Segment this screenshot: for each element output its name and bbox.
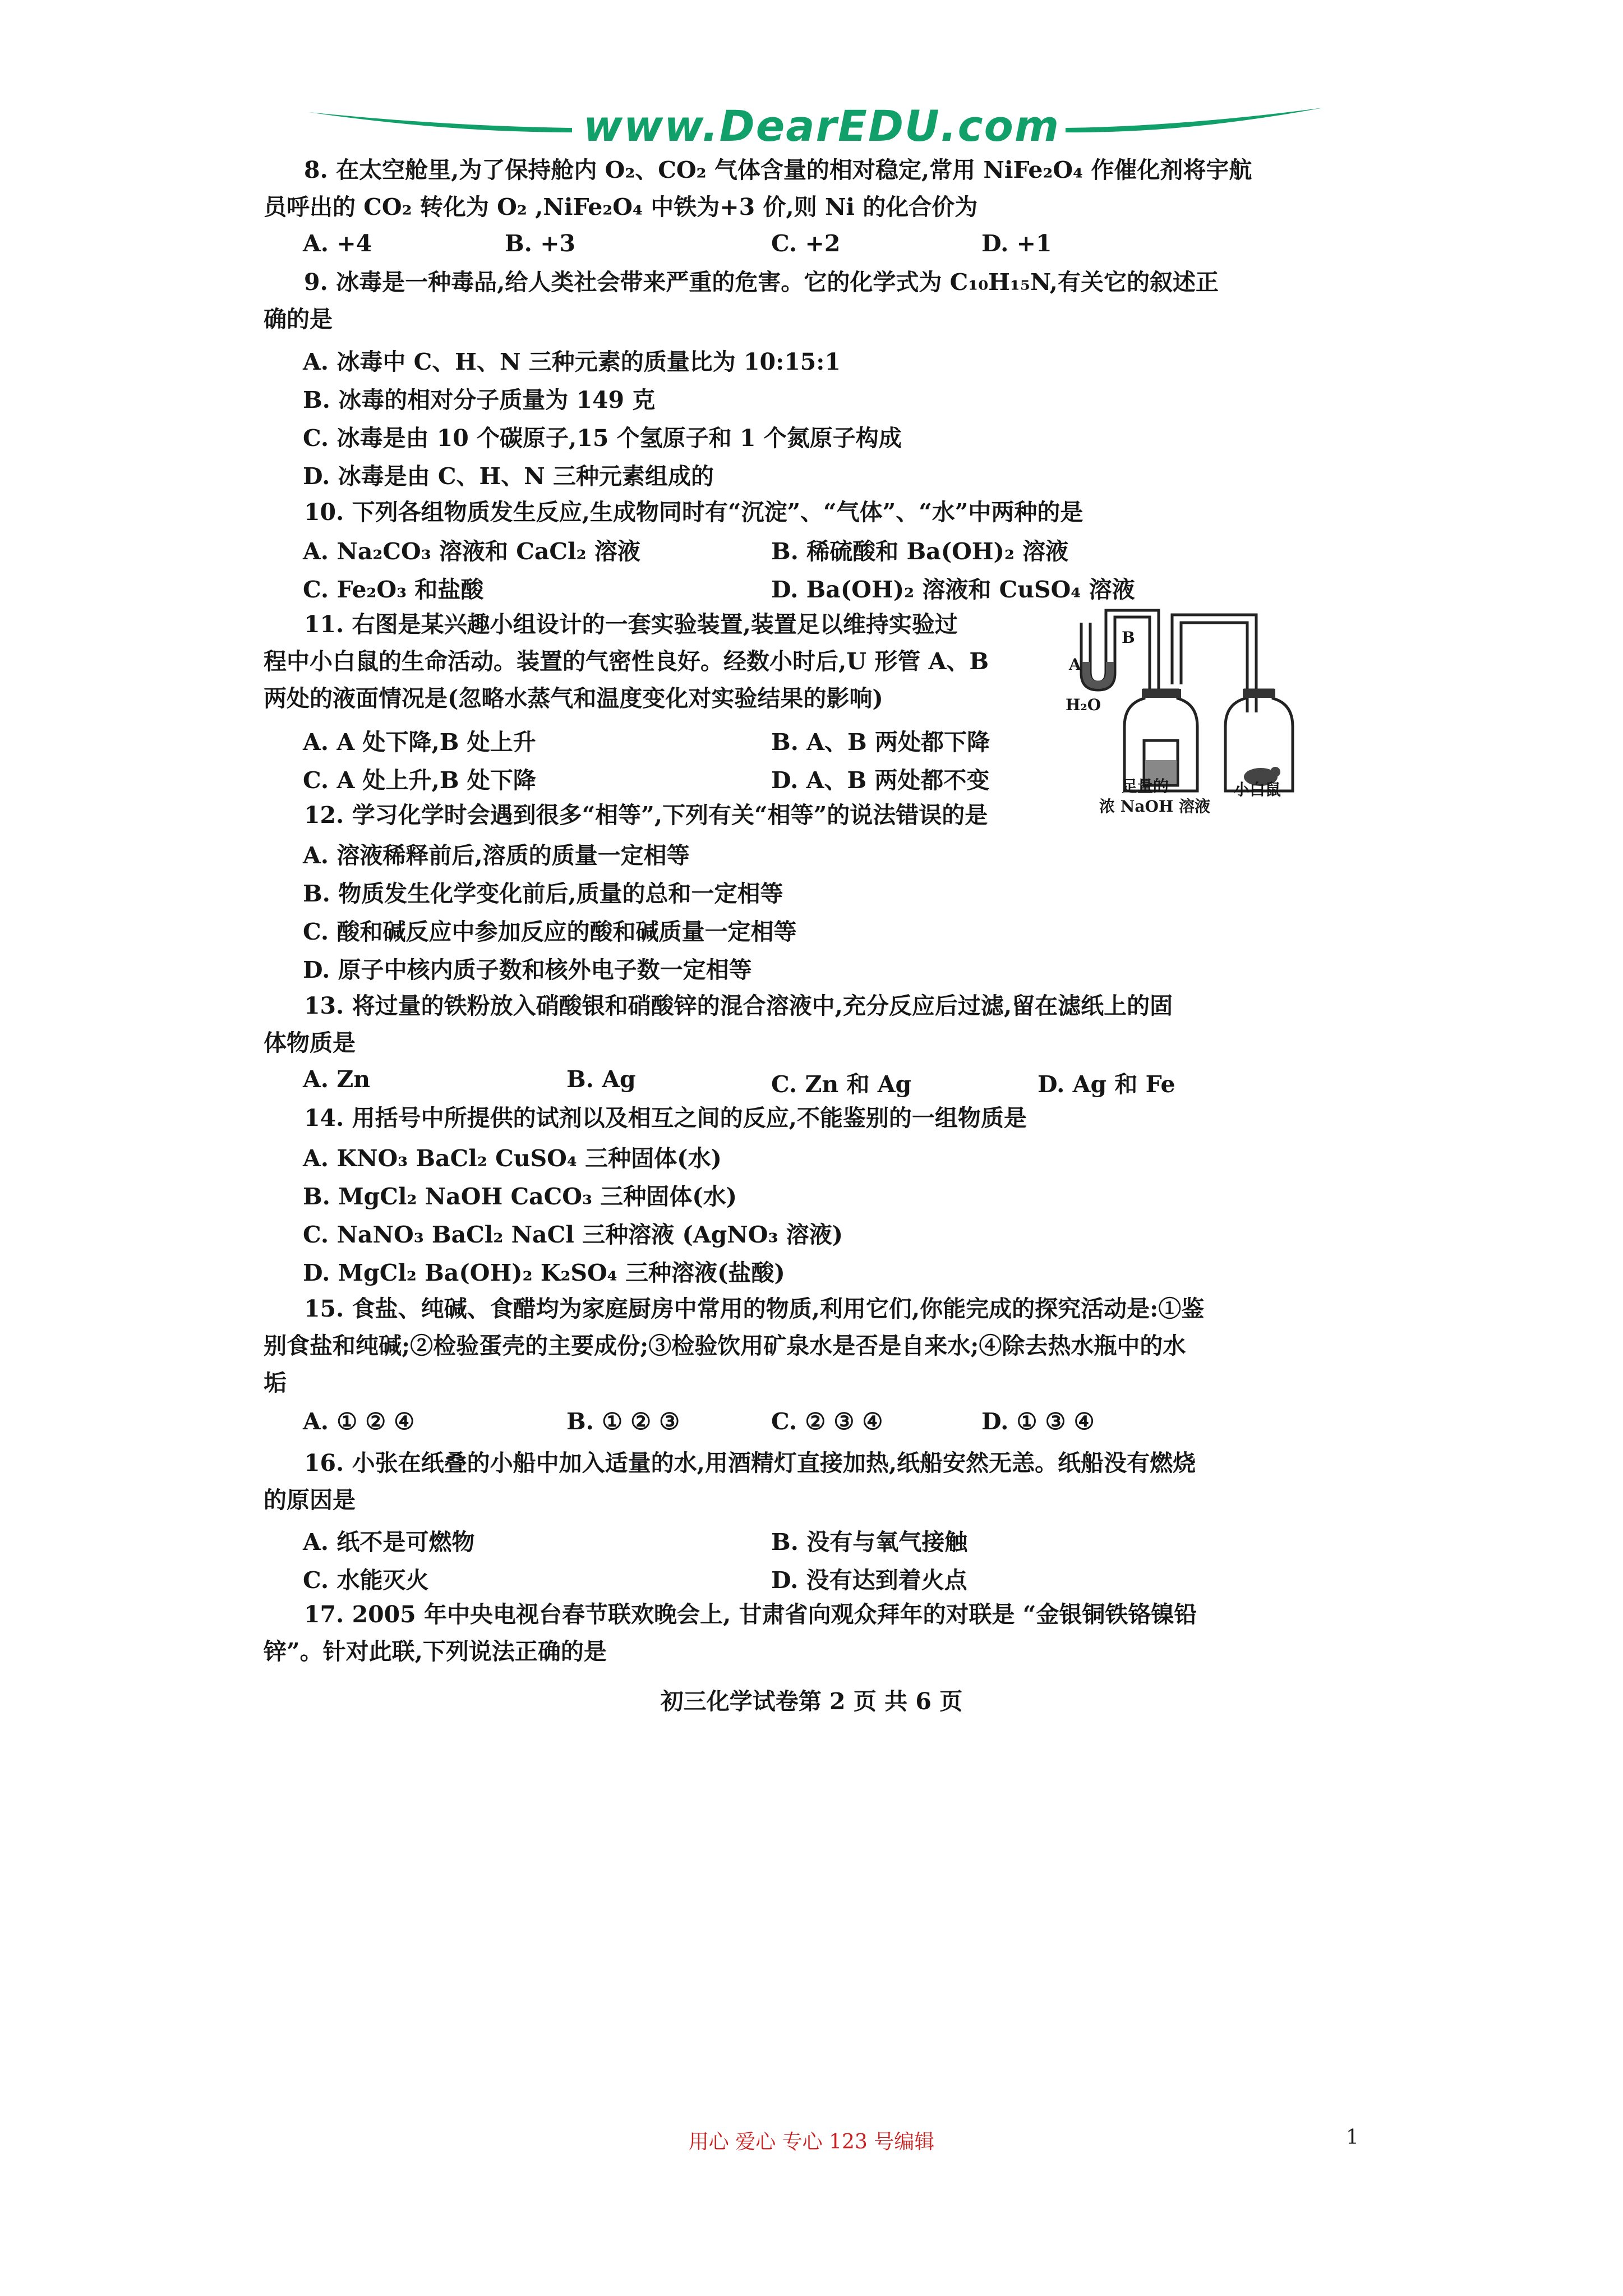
- header-banner: [308, 95, 1324, 157]
- q15-line2: 别食盐和纯碱;②检验蛋壳的主要成份;③检验饮用矿泉水是否是自来水;④除去热水瓶中的水: [264, 1332, 1186, 1359]
- question-13: [264, 987, 1312, 1061]
- q14-option-b: B. MgCl₂ NaOH CaCO₃ 三种固体(水): [303, 1183, 737, 1210]
- q10-option-d: D. Ba(OH)₂ 溶液和 CuSO₄ 溶液: [771, 576, 1135, 603]
- fig-label-a: A: [1069, 655, 1081, 674]
- q11-option-c: C. A 处上升,B 处下降: [303, 767, 536, 794]
- question-14: [264, 1099, 1312, 1137]
- q11-option-d: D. A、B 两处都不变: [771, 767, 990, 794]
- q12-option-c: C. 酸和碱反应中参加反应的酸和碱质量一定相等: [303, 918, 797, 945]
- q17-line2: 锌”。针对此联,下列说法正确的是: [264, 1638, 607, 1665]
- q10-option-c: C. Fe₂O₃ 和盐酸: [303, 576, 484, 603]
- q13-option-a: A. Zn: [303, 1066, 371, 1093]
- page-number: 1: [1346, 2126, 1359, 2149]
- fig-label-naoh-1: 足量的: [1122, 777, 1169, 795]
- fig-label-b: B: [1122, 628, 1135, 647]
- question-9: [264, 264, 1312, 338]
- page-info: 初三化学试卷第 2 页 共 6 页: [660, 1688, 963, 1715]
- q8-option-b: B. +3: [505, 230, 576, 257]
- fig-label-water: H₂O: [1066, 696, 1101, 714]
- q13-option-d: D. Ag 和 Fe: [1038, 1071, 1175, 1098]
- q11-line3: 两处的液面情况是(忽略水蒸气和温度变化对实验结果的影响): [264, 685, 883, 712]
- q14-option-c: C. NaNO₃ BaCl₂ NaCl 三种溶液 (AgNO₃ 溶液): [303, 1221, 843, 1248]
- q15-option-a: A. ① ② ④: [303, 1408, 415, 1435]
- q8-option-d: D. +1: [981, 230, 1052, 257]
- q9-line1: 9. 冰毒是一种毒品,给人类社会带来严重的危害。它的化学式为 C₁₀H₁₅N,有关它的叙述正: [304, 269, 1219, 296]
- q16-line2: 的原因是: [264, 1487, 356, 1513]
- q8-line1: 8. 在太空舱里,为了保持舱内 O₂、CO₂ 气体含量的相对稳定,常用 NiFe₂O₄ 作催化剂将宇航: [304, 157, 1252, 183]
- q10-option-b: B. 稀硫酸和 Ba(OH)₂ 溶液: [771, 538, 1069, 565]
- q15-option-c: C. ② ③ ④: [771, 1408, 883, 1435]
- fig-label-naoh-2: 浓 NaOH 溶液: [1099, 797, 1211, 816]
- question-17: [264, 1596, 1312, 1670]
- editor-note: 用心 爱心 专心 123 号编辑: [688, 2131, 935, 2154]
- q14-line1: 14. 用括号中所提供的试剂以及相互之间的反应,不能鉴别的一组物质是: [304, 1105, 1027, 1131]
- q9-option-d: D. 冰毒是由 C、H、N 三种元素组成的: [303, 463, 714, 490]
- q9-option-c: C. 冰毒是由 10 个碳原子,15 个氢原子和 1 个氮原子构成: [303, 425, 902, 452]
- q13-line2: 体物质是: [264, 1029, 356, 1056]
- q9-option-b: B. 冰毒的相对分子质量为 149 克: [303, 386, 656, 413]
- q16-option-d: D. 没有达到着火点: [771, 1567, 967, 1594]
- q17-line1: 17. 2005 年中央电视台春节联欢晚会上, 甘肃省向观众拜年的对联是 “金银铜铁铬镍铅: [304, 1601, 1197, 1628]
- q16-option-c: C. 水能灭火: [303, 1567, 429, 1594]
- q12-option-a: A. 溶液稀释前后,溶质的质量一定相等: [303, 842, 690, 869]
- q16-line1: 16. 小张在纸叠的小船中加入适量的水,用酒精灯直接加热,纸船安然无恙。纸船没有燃烧: [304, 1450, 1196, 1476]
- q11-option-a: A. A 处下降,B 处上升: [303, 729, 536, 756]
- question-12: [264, 797, 1312, 834]
- q8-line2: 员呼出的 CO₂ 转化为 O₂ ,NiFe₂O₄ 中铁为+3 价,则 Ni 的化合价为: [264, 194, 978, 220]
- q8-option-c: C. +2: [771, 230, 841, 257]
- question-10: [264, 494, 1312, 531]
- q14-option-a: A. KNO₃ BaCl₂ CuSO₄ 三种固体(水): [303, 1145, 722, 1172]
- q9-line2: 确的是: [264, 306, 333, 333]
- q16-option-a: A. 纸不是可燃物: [303, 1529, 475, 1556]
- q8-option-a: A. +4: [303, 230, 372, 257]
- q12-option-b: B. 物质发生化学变化前后,质量的总和一定相等: [303, 880, 783, 907]
- q13-option-c: C. Zn 和 Ag: [771, 1071, 912, 1098]
- q15-line1: 15. 食盐、纯碱、食醋均为家庭厨房中常用的物质,利用它们,你能完成的探究活动是:①鉴: [304, 1295, 1205, 1322]
- q12-option-d: D. 原子中核内质子数和核外电子数一定相等: [303, 956, 752, 983]
- q11-option-b: B. A、B 两处都下降: [771, 729, 990, 756]
- apparatus-figure: [1066, 606, 1312, 816]
- q15-option-d: D. ① ③ ④: [981, 1408, 1095, 1435]
- q11-line2: 程中小白鼠的生命活动。装置的气密性良好。经数小时后,U 形管 A、B: [264, 648, 989, 675]
- q13-line1: 13. 将过量的铁粉放入硝酸银和硝酸锌的混合溶液中,充分反应后过滤,留在滤纸上的固: [304, 992, 1173, 1019]
- q16-option-b: B. 没有与氧气接触: [771, 1529, 968, 1556]
- fig-label-mouse: 小白鼠: [1234, 780, 1281, 799]
- question-11: [264, 606, 1060, 717]
- q9-option-a: A. 冰毒中 C、H、N 三种元素的质量比为 10:15:1: [303, 348, 841, 375]
- question-8: [264, 151, 1312, 226]
- q12-line1: 12. 学习化学时会遇到很多“相等”,下列有关“相等”的说法错误的是: [304, 802, 988, 829]
- site-brand[interactable]: www.DearEDU.com: [583, 101, 1061, 151]
- q10-line1: 10. 下列各组物质发生反应,生成物同时有“沉淀”、“气体”、“水”中两种的是: [304, 499, 1083, 526]
- q15-option-b: B. ① ② ③: [566, 1408, 680, 1435]
- q13-option-b: B. Ag: [566, 1066, 636, 1093]
- q11-line1: 11. 右图是某兴趣小组设计的一套实验装置,装置足以维持实验过: [304, 611, 958, 638]
- q10-option-a: A. Na₂CO₃ 溶液和 CaCl₂ 溶液: [303, 538, 640, 565]
- q15-line3: 垢: [264, 1369, 287, 1396]
- question-15: [264, 1290, 1312, 1401]
- q14-option-d: D. MgCl₂ Ba(OH)₂ K₂SO₄ 三种溶液(盐酸): [303, 1259, 785, 1286]
- question-16: [264, 1444, 1312, 1519]
